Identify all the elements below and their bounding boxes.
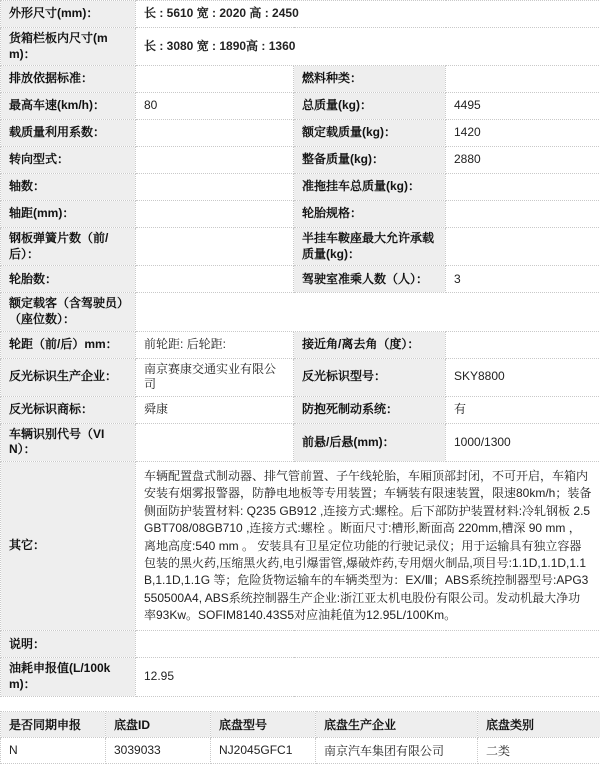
spec-row <box>1 293 600 331</box>
cell-chassis-id: 3039033 <box>106 737 211 763</box>
label-wheelbase: 轴距(mm)： <box>1 201 136 228</box>
label-reflective-marking-model: 反光标识型号： <box>294 358 446 396</box>
chassis-data-row <box>1 737 600 763</box>
chassis-table <box>0 711 600 764</box>
label-fifth-wheel-max-load: 半挂车鞍座最大允许承载质量(kg)： <box>294 228 446 266</box>
value-wheelbase <box>136 201 294 228</box>
label-tire-spec: 轮胎规格： <box>294 201 446 228</box>
spec-row <box>1 331 600 358</box>
label-other: 其它： <box>1 461 136 631</box>
spec-row <box>1 201 600 228</box>
value-other: 车辆配置盘式制动器、排气管前置、子午线轮胎，车厢顶部封闭，不可开启，车箱内安装有烟雾报警器，防静电地板等专用装置；车辆装有限速装置，限速80km/h；装备侧面防护装置材料: Q235 GB912 ,连接方式:螺栓。后下部防护装置材料:冷轧钢板 2.5GBT708/08GB710 ,连接方式:螺栓 。断面尺寸:槽形,断面高 220mm,槽深 90 mm ，离地高度:540 mm 。 安装具有卫星定位功能的行驶记录仪；用于运输具有独立容器包装的黑火药,压缩黑火药,电引爆雷管,爆破炸药,专用烟火制品,项目号:1.1D,1.1D,1.1B,1.1D,1.1G 等；危险货物运输车的车辆类型为：EX/Ⅲ；ABS系统控制器型号:APG3550500A4, ABS系统控制器生产企业:浙江亚太机电股份有限公司。发动机最大净功率93Kw。SOFIM8140.43S5对应油耗值为12.95L/100Km。 <box>136 461 600 631</box>
value-tire-count <box>136 266 294 293</box>
label-abs-system: 防抱死制动系统： <box>294 396 446 423</box>
value-abs-system: 有 <box>446 396 600 423</box>
label-reflective-marking-brand: 反光标识商标： <box>1 396 136 423</box>
value-max-speed: 80 <box>136 93 294 120</box>
header-chassis-category: 底盘类别 <box>478 711 600 737</box>
spec-row <box>1 93 600 120</box>
spec-row <box>1 120 600 147</box>
label-emission-standard: 排放依据标准： <box>1 66 136 93</box>
value-reflective-marking-model: SKY8800 <box>446 358 600 396</box>
value-approach-departure-angle <box>446 331 600 358</box>
label-fuel-type: 燃料种类： <box>294 66 446 93</box>
label-tire-count: 轮胎数： <box>1 266 136 293</box>
label-rated-load-mass: 额定载质量(kg)： <box>294 120 446 147</box>
value-steering-type <box>136 147 294 174</box>
value-mass-utilization-coefficient <box>136 120 294 147</box>
value-axle-count <box>136 174 294 201</box>
value-tire-spec <box>446 201 600 228</box>
spec-row <box>1 631 600 658</box>
spec-row <box>1 147 600 174</box>
label-steering-type: 转向型式： <box>1 147 136 174</box>
spec-row <box>1 28 600 66</box>
value-track-width: 前轮距: 后轮距: <box>136 331 294 358</box>
label-fuel-consumption-declared: 油耗申报值(L/100km)： <box>1 658 136 696</box>
spec-row <box>1 658 600 696</box>
spec-row <box>1 66 600 93</box>
value-vin <box>136 423 294 461</box>
spec-row <box>1 396 600 423</box>
cell-chassis-category: 二类 <box>478 737 600 763</box>
label-total-mass: 总质量(kg)： <box>294 93 446 120</box>
label-cargo-box-inner-dimensions: 货箱栏板内尺寸(mm)： <box>1 28 136 66</box>
value-towable-trailer-mass <box>446 174 600 201</box>
label-cab-passenger-capacity: 驾驶室准乘人数（人）： <box>294 266 446 293</box>
cell-chassis-manufacturer: 南京汽车集团有限公司 <box>316 737 478 763</box>
header-chassis-id: 底盘ID <box>106 711 211 737</box>
value-front-rear-overhang: 1000/1300 <box>446 423 600 461</box>
value-overall-dimensions: 长 : 5610 宽 : 2020 高 : 2450 <box>136 1 600 28</box>
header-chassis-model: 底盘型号 <box>211 711 316 737</box>
value-rated-load-mass: 1420 <box>446 120 600 147</box>
label-max-speed: 最高车速(km/h)： <box>1 93 136 120</box>
chassis-header-row <box>1 711 600 737</box>
value-cab-passenger-capacity: 3 <box>446 266 600 293</box>
spec-row <box>1 228 600 266</box>
label-remarks: 说明： <box>1 631 136 658</box>
label-reflective-marking-manufacturer: 反光标识生产企业： <box>1 358 136 396</box>
spec-row <box>1 1 600 28</box>
label-vin: 车辆识别代号（VIN）： <box>1 423 136 461</box>
label-overall-dimensions: 外形尺寸(mm)： <box>1 1 136 28</box>
label-leaf-spring-count: 钢板弹簧片数（前/后）： <box>1 228 136 266</box>
header-chassis-manufacturer: 底盘生产企业 <box>316 711 478 737</box>
value-emission-standard <box>136 66 294 93</box>
spec-row <box>1 358 600 396</box>
value-leaf-spring-count <box>136 228 294 266</box>
label-towable-trailer-mass: 准拖挂车总质量(kg)： <box>294 174 446 201</box>
value-reflective-marking-brand: 舜康 <box>136 396 294 423</box>
cell-chassis-model: NJ2045GFC1 <box>211 737 316 763</box>
value-remarks <box>136 631 600 658</box>
value-fuel-type <box>446 66 600 93</box>
cell-chassis-concurrent-declare: N <box>1 737 106 763</box>
label-track-width: 轮距（前/后）mm： <box>1 331 136 358</box>
spec-row <box>1 174 600 201</box>
value-reflective-marking-manufacturer: 南京赛康交通实业有限公司 <box>136 358 294 396</box>
label-rated-passenger-capacity: 额定载客（含驾驶员）（座位数）： <box>1 293 136 331</box>
value-rated-passenger-capacity <box>136 293 600 331</box>
spec-row <box>1 423 600 461</box>
value-total-mass: 4495 <box>446 93 600 120</box>
value-fuel-consumption-declared: 12.95 <box>136 658 600 696</box>
table-gap <box>0 697 600 711</box>
label-approach-departure-angle: 接近角/离去角（度）： <box>294 331 446 358</box>
value-cargo-box-inner-dimensions: 长 : 3080 宽 : 1890高 : 1360 <box>136 28 600 66</box>
spec-row <box>1 266 600 293</box>
label-front-rear-overhang: 前悬/后悬(mm)： <box>294 423 446 461</box>
value-curb-mass: 2880 <box>446 147 600 174</box>
label-axle-count: 轴数： <box>1 174 136 201</box>
value-fifth-wheel-max-load <box>446 228 600 266</box>
label-curb-mass: 整备质量(kg)： <box>294 147 446 174</box>
header-chassis-concurrent-declare: 是否同期申报 <box>1 711 106 737</box>
label-mass-utilization-coefficient: 载质量利用系数： <box>1 120 136 147</box>
spec-row <box>1 461 600 631</box>
